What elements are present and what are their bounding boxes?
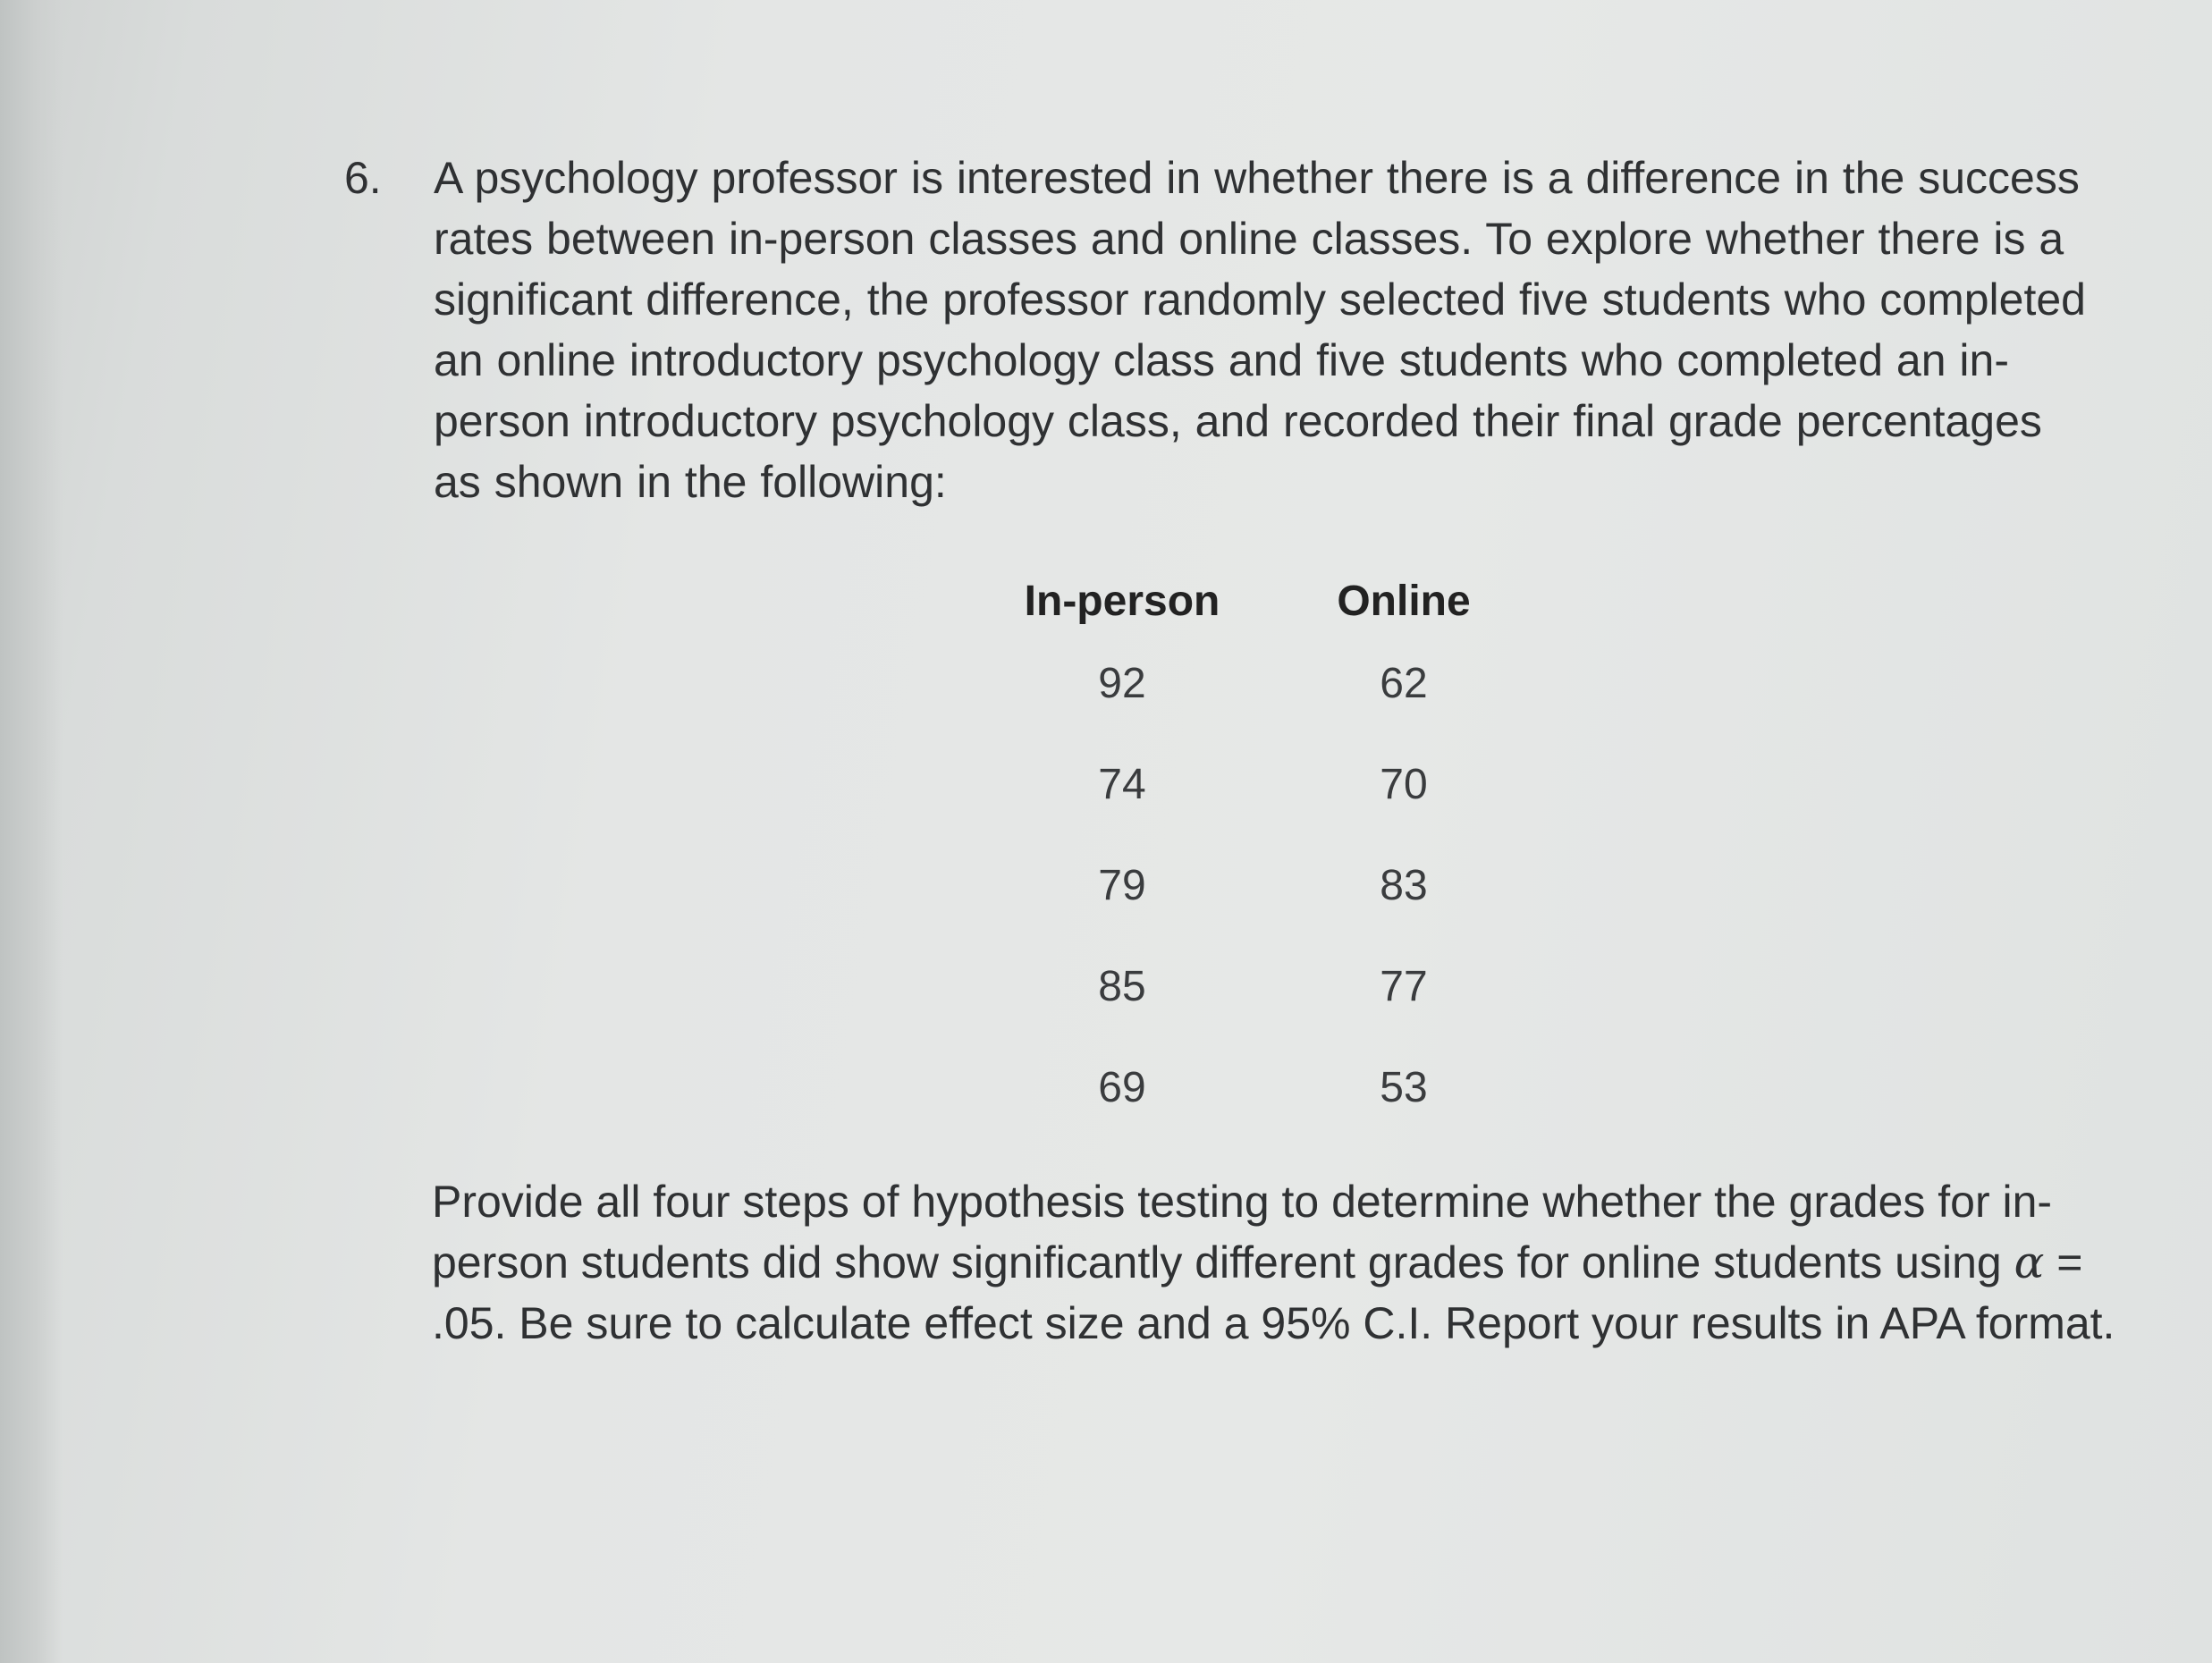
table-row (975, 951, 1538, 1052)
in-person-grade: 92 (1098, 660, 1146, 707)
grades-table (975, 577, 1538, 1153)
header-online: Online (1337, 578, 1471, 625)
in-person-grade: 69 (1098, 1064, 1146, 1111)
online-grade: 70 (1380, 761, 1428, 808)
online-grade: 53 (1380, 1064, 1428, 1111)
online-grade: 77 (1380, 963, 1428, 1010)
table-row (975, 749, 1538, 850)
table-row (975, 1052, 1538, 1153)
online-grade: 83 (1380, 862, 1428, 909)
question-6 (344, 148, 2097, 512)
instructions-text-after: = .05. Be sure to calculate effect size and a 95% C.I. Report your results in APA format. (432, 1237, 2115, 1348)
question-text: A psychology professor is interested in whether there is a difference in the success rates between in-person classes and online classes. To explore whether there is a significant difference, the professor randomly selected five students who completed an online introductory psychology class and five students who completed an in-person introductory psychology class, and recorded their final grade percentages as shown in the following: (434, 153, 2086, 507)
instructions-paragraph (432, 1171, 2131, 1354)
table-header-row (975, 577, 1538, 648)
instructions-text-before: Provide all four steps of hypothesis testing to determine whether the grades for in-person students did show significantly different grades for online students using (432, 1177, 2053, 1287)
in-person-grade: 79 (1098, 862, 1146, 909)
in-person-grade: 74 (1098, 761, 1146, 808)
table-row (975, 850, 1538, 951)
header-in-person: In-person (1024, 578, 1220, 625)
in-person-grade: 85 (1098, 963, 1146, 1010)
table-row (975, 648, 1538, 749)
worksheet-page (27, 0, 2212, 1663)
online-grade: 62 (1380, 660, 1428, 707)
alpha-symbol: α (2014, 1237, 2045, 1288)
question-number: 6. (344, 153, 382, 203)
